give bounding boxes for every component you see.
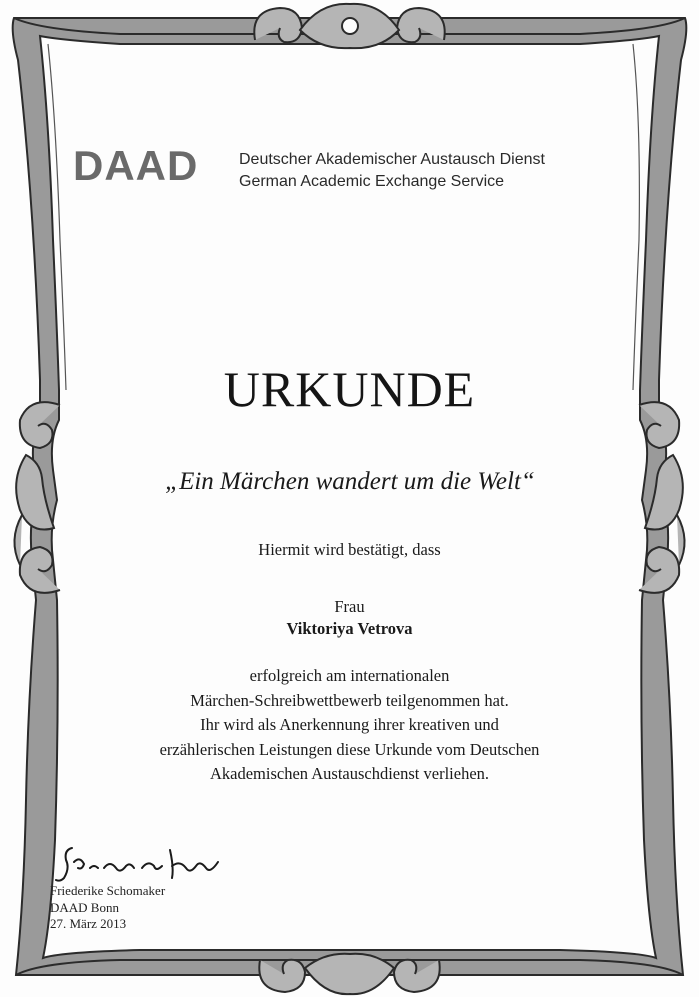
certificate-body xyxy=(0,664,699,787)
bottom-scroll-ornament xyxy=(259,954,439,994)
daad-logo: DAAD xyxy=(73,142,199,189)
competition-name: „Ein Märchen wandert um die Welt“ xyxy=(165,468,535,495)
confirmation-line: Hiermit wird bestätigt, dass xyxy=(258,540,441,559)
top-scroll-ornament xyxy=(254,4,444,48)
org-name-english: German Academic Exchange Service xyxy=(239,173,505,190)
signer-block xyxy=(50,883,165,933)
recipient-name: Viktoriya Vetrova xyxy=(286,619,413,638)
org-name-german: Deutscher Akademischer Austausch Dienst xyxy=(239,151,545,168)
certificate-title: URKUNDE xyxy=(223,361,476,417)
body-line: Ihr wird als Anerkennung ihrer kreativen und xyxy=(200,715,499,734)
organization-names xyxy=(239,149,545,193)
body-line: erfolgreich am internationalen xyxy=(249,666,450,685)
signer-office: DAAD Bonn xyxy=(50,899,119,915)
daad-header xyxy=(73,140,633,200)
body-line: erzählerischen Leistungen diese Urkunde vom Deutschen xyxy=(159,739,540,759)
issue-date: 27. März 2013 xyxy=(50,916,127,931)
body-line: Märchen-Schreibwettbewerb teilgenommen hat. xyxy=(190,690,509,710)
handwritten-signature xyxy=(50,838,250,888)
body-line: Akademischen Austauschdienst verliehen. xyxy=(209,764,490,783)
salutation: Frau xyxy=(334,597,365,616)
signer-name: Friederike Schomaker xyxy=(50,883,166,898)
